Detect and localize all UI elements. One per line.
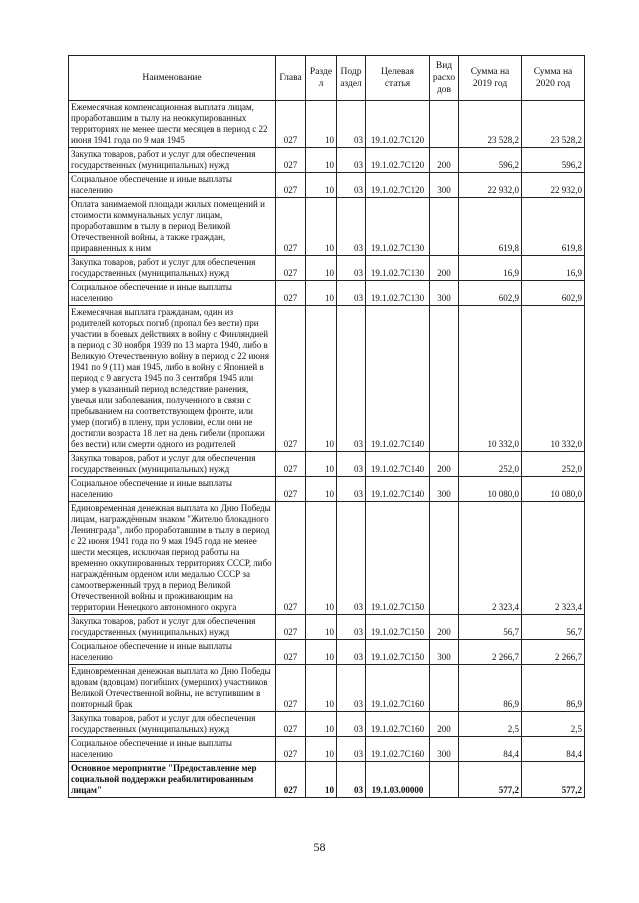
cell-sum-2019: 23 528,2: [459, 101, 522, 148]
cell-name: Социальное обеспечение и иные выплаты населению: [69, 737, 276, 762]
cell-type: 300: [430, 477, 459, 502]
cell-section: 10: [306, 281, 337, 306]
cell-subsection: 03: [337, 665, 366, 712]
cell-section: 10: [306, 477, 337, 502]
header-section: Разде л: [306, 56, 337, 101]
table-row: [69, 101, 585, 148]
table-row: [69, 477, 585, 502]
cell-chapter: 027: [276, 256, 306, 281]
cell-sum-2019: 2 323,4: [459, 502, 522, 615]
cell-target: 19.1.02.7С140: [366, 477, 430, 502]
cell-chapter: 027: [276, 615, 306, 640]
cell-name: Закупка товаров, работ и услуг для обеспечения государственных (муниципальных) нужд: [69, 712, 276, 737]
cell-sum-2019: 10 080,0: [459, 477, 522, 502]
cell-type: [430, 502, 459, 615]
cell-sum-2019: 2,5: [459, 712, 522, 737]
table-row: [69, 615, 585, 640]
table-body: [69, 101, 585, 798]
cell-type: [430, 198, 459, 256]
cell-sum-2020: 252,0: [522, 452, 585, 477]
cell-section: 10: [306, 615, 337, 640]
cell-name: Закупка товаров, работ и услуг для обеспечения государственных (муниципальных) нужд: [69, 148, 276, 173]
cell-sum-2020: 577,2: [522, 762, 585, 798]
table-row: [69, 737, 585, 762]
cell-name: Оплата занимаемой площади жилых помещений и стоимости коммунальных услуг лицам, проработавшим в тылу в период Великой Отечественной войны, а также граждан, приравненных к ним: [69, 198, 276, 256]
table-row: [69, 502, 585, 615]
cell-chapter: 027: [276, 477, 306, 502]
cell-sum-2020: 84,4: [522, 737, 585, 762]
cell-name: Ежемесячная выплата гражданам, один из родителей которых погиб (пропал без вести) при участии в боевых действиях в войну с Финляндией в период с 30 ноября 1939 по 13 марта 1940, либо в Великую Отечественную войну в период с 22 июня 1941 по 9 (11) мая 1945, либо в войну с Японией в период с 9 августа 1945 по 3 сентября 1945 или умер в указанный период вследствие ранения, увечья или заболевания, полученного в связи с пребыванием на соответствующем фронте, или умер (погиб) в плену, при условии, если они не достигли возраста 18 лет на день гибели (пропажи без вести) или смерти одного из родителей: [69, 306, 276, 452]
cell-section: 10: [306, 306, 337, 452]
header-target: Целевая статья: [366, 56, 430, 101]
cell-type: [430, 306, 459, 452]
cell-chapter: 027: [276, 502, 306, 615]
cell-section: 10: [306, 737, 337, 762]
table-row: [69, 665, 585, 712]
cell-target: 19.1.02.7С120: [366, 101, 430, 148]
cell-target: 19.1.02.7С160: [366, 665, 430, 712]
cell-chapter: 027: [276, 306, 306, 452]
header-sum-2020: Сумма на 2020 год: [522, 56, 585, 101]
cell-name: Закупка товаров, работ и услуг для обеспечения государственных (муниципальных) нужд: [69, 452, 276, 477]
cell-subsection: 03: [337, 477, 366, 502]
cell-name: Социальное обеспечение и иные выплаты населению: [69, 640, 276, 665]
cell-sum-2019: 56,7: [459, 615, 522, 640]
cell-subsection: 03: [337, 173, 366, 198]
cell-type: [430, 762, 459, 798]
header-name: Наименование: [69, 56, 276, 101]
cell-name: Единовременная денежная выплата ко Дню Победы лицам, награждённым знаком "Жителю блокадного Ленинграда", либо проработавшим в тылу в период с 22 июня 1941 года по 9 мая 1945 года не менее шести месяцев, исключая период работы на временно оккупированных территориях СССР, либо награждённым орденом или медалью СССР за самоотверженный труд в период Великой Отечественной войны и проживающим на территории Ненецкого автономного округа: [69, 502, 276, 615]
budget-table: [68, 55, 585, 798]
cell-sum-2020: 602,9: [522, 281, 585, 306]
cell-target: 19.1.02.7С140: [366, 452, 430, 477]
cell-section: 10: [306, 640, 337, 665]
cell-sum-2019: 596,2: [459, 148, 522, 173]
cell-subsection: 03: [337, 101, 366, 148]
cell-sum-2020: 10 080,0: [522, 477, 585, 502]
cell-chapter: 027: [276, 712, 306, 737]
cell-sum-2020: 23 528,2: [522, 101, 585, 148]
cell-sum-2020: 2 266,7: [522, 640, 585, 665]
cell-target: 19.1.02.7С160: [366, 712, 430, 737]
table-row: [69, 712, 585, 737]
cell-target: 19.1.02.7С140: [366, 306, 430, 452]
cell-sum-2020: 596,2: [522, 148, 585, 173]
table-header-row: [69, 56, 585, 101]
cell-sum-2020: 10 332,0: [522, 306, 585, 452]
table-row: [69, 452, 585, 477]
cell-subsection: 03: [337, 712, 366, 737]
cell-target: 19.1.02.7С130: [366, 198, 430, 256]
cell-sum-2019: 10 332,0: [459, 306, 522, 452]
cell-section: 10: [306, 101, 337, 148]
table-row: [69, 640, 585, 665]
header-type: Вид расхо дов: [430, 56, 459, 101]
cell-subsection: 03: [337, 640, 366, 665]
cell-name: Основное мероприятие "Предоставление мер социальной поддержки реабилитированным лицам": [69, 762, 276, 798]
header-sum-2019: Сумма на 2019 год: [459, 56, 522, 101]
cell-target: 19.1.02.7С130: [366, 281, 430, 306]
cell-section: 10: [306, 173, 337, 198]
cell-sum-2019: 16,9: [459, 256, 522, 281]
cell-subsection: 03: [337, 306, 366, 452]
cell-sum-2020: 22 932,0: [522, 173, 585, 198]
table-row: [69, 148, 585, 173]
cell-name: Закупка товаров, работ и услуг для обеспечения государственных (муниципальных) нужд: [69, 615, 276, 640]
cell-chapter: 027: [276, 148, 306, 173]
cell-section: 10: [306, 712, 337, 737]
cell-name: Закупка товаров, работ и услуг для обеспечения государственных (муниципальных) нужд: [69, 256, 276, 281]
cell-type: 200: [430, 615, 459, 640]
cell-chapter: 027: [276, 173, 306, 198]
cell-section: 10: [306, 762, 337, 798]
cell-name: Социальное обеспечение и иные выплаты населению: [69, 281, 276, 306]
cell-section: 10: [306, 452, 337, 477]
cell-type: 300: [430, 173, 459, 198]
cell-section: 10: [306, 256, 337, 281]
table-row: [69, 281, 585, 306]
cell-type: 200: [430, 452, 459, 477]
cell-target: 19.1.02.7С150: [366, 615, 430, 640]
cell-name: Социальное обеспечение и иные выплаты населению: [69, 173, 276, 198]
cell-target: 19.1.02.7С150: [366, 502, 430, 615]
cell-section: 10: [306, 665, 337, 712]
cell-subsection: 03: [337, 256, 366, 281]
cell-type: [430, 101, 459, 148]
cell-type: 200: [430, 712, 459, 737]
cell-chapter: 027: [276, 101, 306, 148]
cell-subsection: 03: [337, 762, 366, 798]
cell-subsection: 03: [337, 148, 366, 173]
table-row: [69, 198, 585, 256]
table-row: [69, 762, 585, 798]
cell-target: 19.1.02.7С130: [366, 256, 430, 281]
cell-sum-2019: 252,0: [459, 452, 522, 477]
cell-subsection: 03: [337, 452, 366, 477]
cell-subsection: 03: [337, 737, 366, 762]
cell-type: 300: [430, 737, 459, 762]
cell-subsection: 03: [337, 198, 366, 256]
cell-sum-2019: 22 932,0: [459, 173, 522, 198]
cell-chapter: 027: [276, 762, 306, 798]
cell-target: 19.1.02.7С120: [366, 173, 430, 198]
cell-chapter: 027: [276, 640, 306, 665]
cell-section: 10: [306, 148, 337, 173]
cell-sum-2019: 86,9: [459, 665, 522, 712]
header-subsection: Подр аздел: [337, 56, 366, 101]
page-number: 58: [313, 840, 326, 854]
cell-name: Социальное обеспечение и иные выплаты населению: [69, 477, 276, 502]
cell-subsection: 03: [337, 502, 366, 615]
table-row: [69, 306, 585, 452]
cell-name: Единовременная денежная выплата ко Дню Победы вдовам (вдовцам) погибших (умерших) участников Великой Отечественной войны, не вступившим в повторный брак: [69, 665, 276, 712]
cell-sum-2020: 2 323,4: [522, 502, 585, 615]
cell-sum-2019: 602,9: [459, 281, 522, 306]
cell-sum-2019: 84,4: [459, 737, 522, 762]
cell-chapter: 027: [276, 281, 306, 306]
cell-subsection: 03: [337, 281, 366, 306]
cell-subsection: 03: [337, 615, 366, 640]
header-chapter: Глава: [276, 56, 306, 101]
cell-sum-2019: 2 266,7: [459, 640, 522, 665]
cell-sum-2020: 86,9: [522, 665, 585, 712]
cell-type: 300: [430, 640, 459, 665]
cell-sum-2019: 577,2: [459, 762, 522, 798]
cell-target: 19.1.02.7С120: [366, 148, 430, 173]
cell-chapter: 027: [276, 665, 306, 712]
cell-section: 10: [306, 502, 337, 615]
cell-sum-2020: 619,8: [522, 198, 585, 256]
cell-type: 200: [430, 148, 459, 173]
cell-type: 200: [430, 256, 459, 281]
cell-sum-2020: 56,7: [522, 615, 585, 640]
cell-type: [430, 665, 459, 712]
table-row: [69, 173, 585, 198]
cell-sum-2020: 2,5: [522, 712, 585, 737]
cell-chapter: 027: [276, 198, 306, 256]
cell-sum-2020: 16,9: [522, 256, 585, 281]
table-row: [69, 256, 585, 281]
cell-sum-2019: 619,8: [459, 198, 522, 256]
cell-target: 19.1.02.7С150: [366, 640, 430, 665]
cell-type: 300: [430, 281, 459, 306]
cell-chapter: 027: [276, 737, 306, 762]
cell-name: Ежемесячная компенсационная выплата лицам, проработавшим в тылу на неоккупированных территориях не менее шести месяцев в период с 22 июня 1941 года по 9 мая 1945: [69, 101, 276, 148]
cell-target: 19.1.03.00000: [366, 762, 430, 798]
cell-target: 19.1.02.7С160: [366, 737, 430, 762]
cell-section: 10: [306, 198, 337, 256]
cell-chapter: 027: [276, 452, 306, 477]
